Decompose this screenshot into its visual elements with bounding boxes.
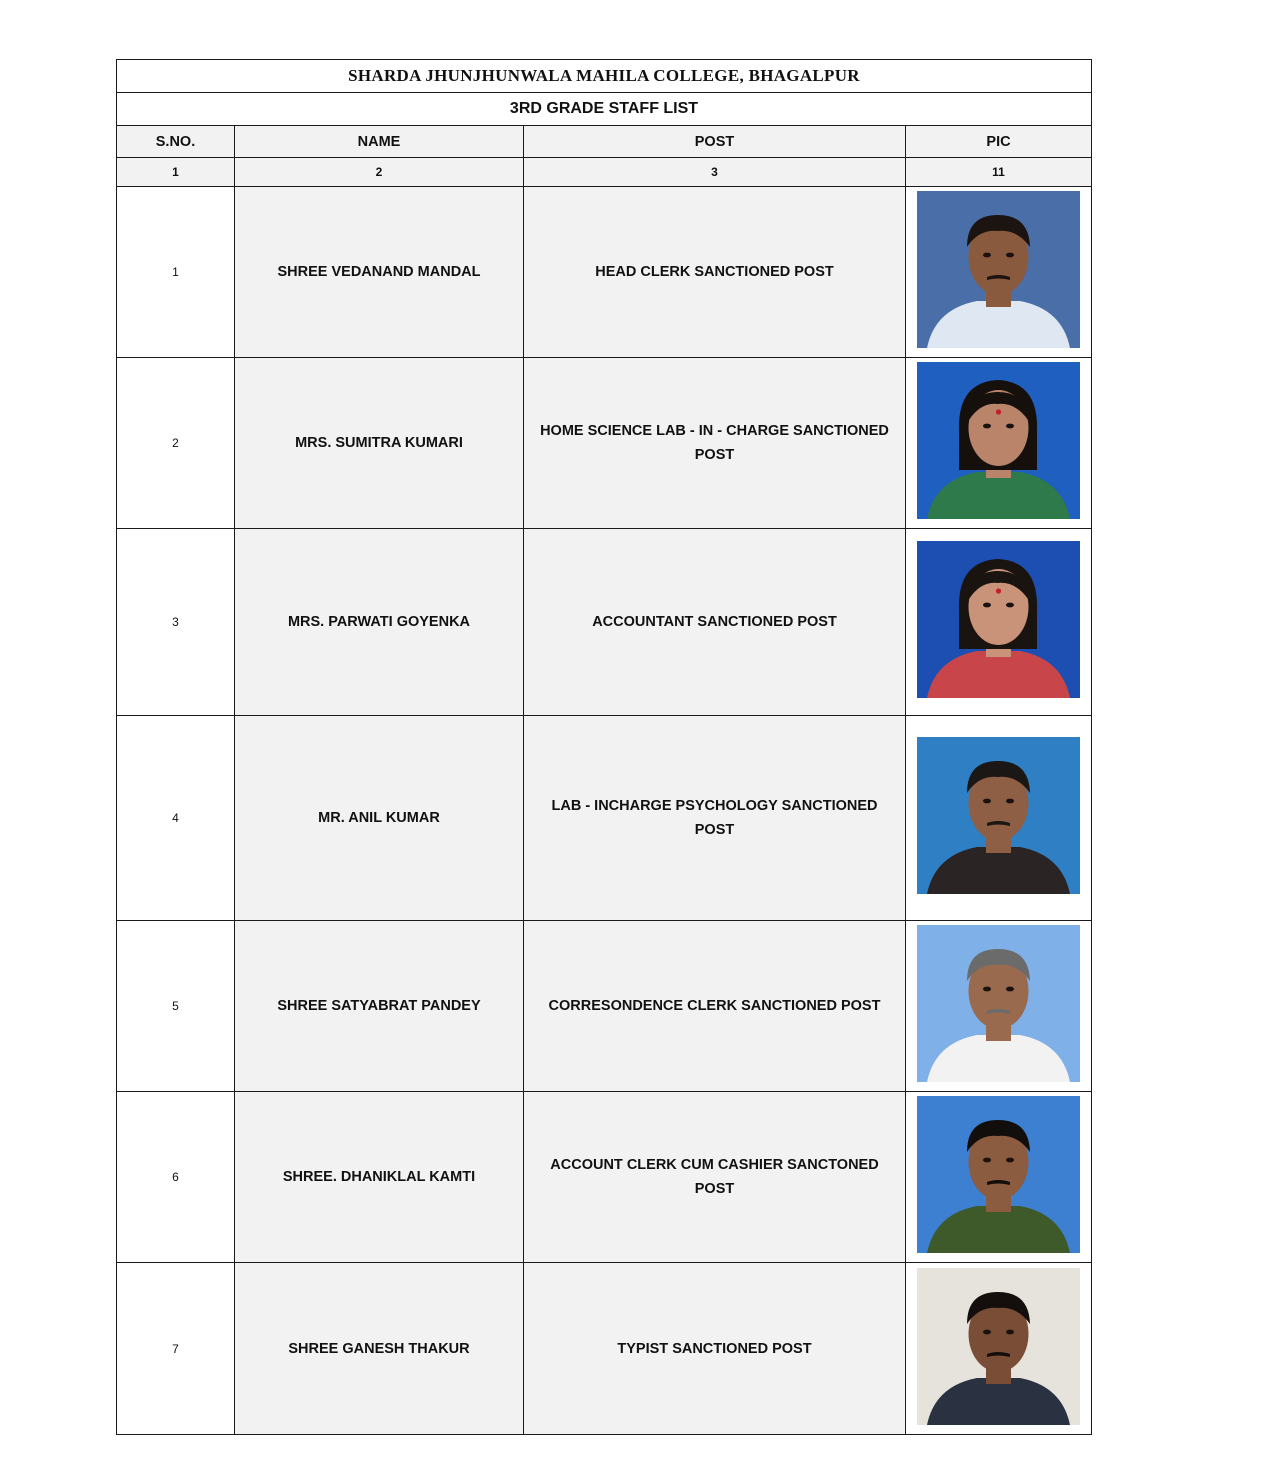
staff-name: MRS. SUMITRA KUMARI	[235, 358, 524, 529]
header-name: NAME	[235, 126, 524, 158]
photo-left-eye	[983, 1329, 991, 1334]
staff-photo	[917, 191, 1080, 348]
staff-name: SHREE VEDANAND MANDAL	[235, 187, 524, 358]
photo-right-eye	[1006, 253, 1014, 258]
staff-photo	[917, 1268, 1080, 1425]
table-row	[117, 529, 1092, 716]
photo-left-eye	[983, 1158, 991, 1163]
photo-right-eye	[1006, 799, 1014, 804]
staff-photo	[917, 737, 1080, 894]
column-number-post: 3	[524, 158, 906, 187]
table-row	[117, 187, 1092, 358]
photo-left-eye	[983, 424, 991, 429]
staff-name: SHREE GANESH THAKUR	[235, 1263, 524, 1435]
photo-left-eye	[983, 799, 991, 804]
header-pic: PIC	[906, 126, 1092, 158]
photo-bindi	[996, 588, 1001, 593]
column-number-row	[117, 158, 1092, 187]
staff-photo	[917, 925, 1080, 1082]
staff-post: HEAD CLERK SANCTIONED POST	[524, 187, 906, 358]
staff-name: MRS. PARWATI GOYENKA	[235, 529, 524, 716]
staff-name: SHREE. DHANIKLAL KAMTI	[235, 1092, 524, 1263]
photo-left-eye	[983, 987, 991, 992]
staff-post: ACCOUNT CLERK CUM CASHIER SANCTONED POST	[524, 1092, 906, 1263]
table-row	[117, 1092, 1092, 1263]
college-name: SHARDA JHUNJHUNWALA MAHILA COLLEGE, BHAGALPUR	[117, 60, 1092, 93]
staff-post: HOME SCIENCE LAB - IN - CHARGE SANCTIONED POST	[524, 358, 906, 529]
list-title: 3RD GRADE STAFF LIST	[117, 93, 1092, 126]
staff-sno: 4	[117, 716, 235, 921]
staff-photo	[917, 541, 1080, 698]
photo-right-eye	[1006, 1329, 1014, 1334]
column-number-name: 2	[235, 158, 524, 187]
staff-sno: 5	[117, 921, 235, 1092]
column-number-sno: 1	[117, 158, 235, 187]
header-sno: S.NO.	[117, 126, 235, 158]
staff-sno: 7	[117, 1263, 235, 1435]
table-row	[117, 716, 1092, 921]
header-post: POST	[524, 126, 906, 158]
header-row	[117, 126, 1092, 158]
table-row	[117, 921, 1092, 1092]
staff-post: CORRESONDENCE CLERK SANCTIONED POST	[524, 921, 906, 1092]
staff-sno: 3	[117, 529, 235, 716]
staff-table	[116, 59, 1092, 1435]
table-row	[117, 1263, 1092, 1435]
photo-left-eye	[983, 603, 991, 608]
staff-photo	[917, 362, 1080, 519]
photo-right-eye	[1006, 987, 1014, 992]
photo-right-eye	[1006, 603, 1014, 608]
staff-name: MR. ANIL KUMAR	[235, 716, 524, 921]
photo-left-eye	[983, 253, 991, 258]
staff-post: TYPIST SANCTIONED POST	[524, 1263, 906, 1435]
staff-photo	[917, 1096, 1080, 1253]
photo-right-eye	[1006, 424, 1014, 429]
photo-right-eye	[1006, 1158, 1014, 1163]
staff-sno: 2	[117, 358, 235, 529]
photo-bindi	[996, 409, 1001, 414]
staff-sno: 6	[117, 1092, 235, 1263]
table-row	[117, 358, 1092, 529]
staff-sno: 1	[117, 187, 235, 358]
column-number-pic: 11	[906, 158, 1092, 187]
staff-post: ACCOUNTANT SANCTIONED POST	[524, 529, 906, 716]
staff-post: LAB - INCHARGE PSYCHOLOGY SANCTIONED POST	[524, 716, 906, 921]
staff-name: SHREE SATYABRAT PANDEY	[235, 921, 524, 1092]
